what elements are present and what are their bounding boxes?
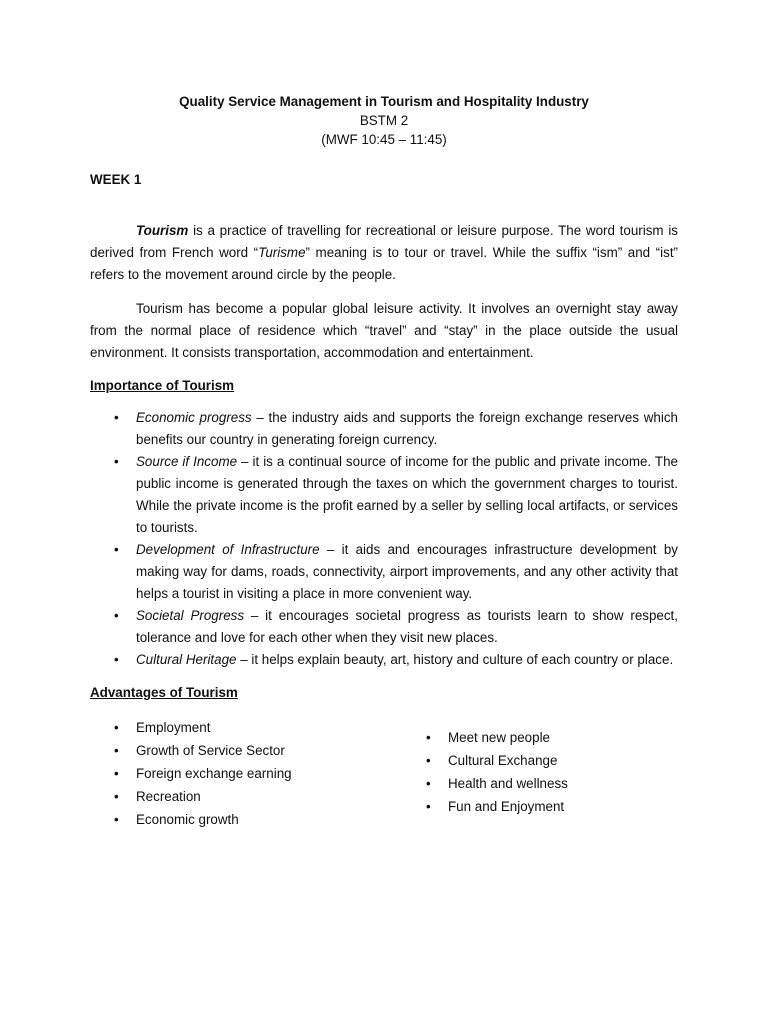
importance-heading: Importance of Tourism — [90, 378, 235, 393]
advantage-item-label: Foreign exchange earning — [136, 766, 292, 781]
advantage-item-label: Meet new people — [448, 730, 550, 745]
bullet-icon: • — [114, 720, 119, 735]
importance-item-text: – it aids and encourages infrastructure development by making way for dams, roads, connectivity, airport improvements, and any other activity that helps a tourist in visiting a place in more convenient way. — [136, 542, 678, 601]
advantage-item-label: Fun and Enjoyment — [448, 799, 565, 814]
bullet-icon: • — [114, 789, 119, 804]
week-heading: WEEK 1 — [90, 172, 142, 187]
bullet-icon: • — [426, 730, 431, 745]
advantage-item-label: Employment — [136, 720, 211, 735]
importance-item-term: Societal Progress — [136, 608, 245, 623]
importance-item — [90, 605, 678, 649]
turisme-word: Turisme — [258, 245, 306, 260]
bullet-icon: • — [114, 812, 119, 827]
bullet-icon: • — [114, 454, 119, 469]
importance-list — [90, 407, 678, 671]
intro-paragraph-2: Tourism has become a popular global leisure activity. It involves an overnight stay away from the normal place of residence which “travel” and “stay” in the place outside the usual environment. It consists transportation, accommodation and entertainment. — [90, 301, 678, 360]
intro-paragraph-1-text-a: is a practice of travelling for recreational or leisure purpose. The word tourism is derived from French word “ — [90, 223, 678, 260]
importance-item — [90, 407, 678, 451]
advantages-list-right — [402, 726, 568, 818]
bullet-icon: • — [114, 743, 119, 758]
advantage-item — [90, 762, 292, 785]
bullet-icon: • — [114, 542, 119, 557]
advantage-item-label: Recreation — [136, 789, 201, 804]
importance-item-term: Economic progress — [136, 410, 252, 425]
advantage-item — [90, 739, 292, 762]
advantage-item — [90, 785, 292, 808]
intro-paragraph-1 — [90, 220, 678, 286]
importance-item-text: – the industry aids and supports the foreign exchange reserves which benefits our country in generating foreign currency. — [136, 410, 678, 447]
advantage-item — [90, 808, 292, 831]
bullet-icon: • — [114, 766, 119, 781]
advantage-item — [90, 716, 292, 739]
importance-item-text: – it encourages societal progress as tourists learn to show respect, tolerance and love for each other when they visit new places. — [136, 608, 678, 645]
importance-item — [90, 539, 678, 605]
importance-item-term: Cultural Heritage — [136, 652, 237, 667]
class-schedule: (MWF 10:45 – 11:45) — [321, 132, 447, 147]
advantage-item-label: Growth of Service Sector — [136, 743, 285, 758]
document-page — [90, 92, 678, 836]
bullet-icon: • — [114, 410, 119, 425]
advantage-item — [402, 772, 568, 795]
bullet-icon: • — [426, 776, 431, 791]
advantage-item — [402, 726, 568, 749]
advantages-heading: Advantages of Tourism — [90, 685, 238, 700]
document-header — [90, 92, 678, 149]
intro-paragraph-1-text-b: ” meaning is to tour or travel. While the suffix “ism” and “ist” refers to the movement around circle by the people. — [90, 245, 678, 282]
importance-item-text: – it helps explain beauty, art, history and culture of each country or place. — [236, 652, 674, 667]
advantage-item-label: Health and wellness — [448, 776, 568, 791]
advantages-columns — [90, 716, 678, 836]
bullet-icon: • — [114, 608, 119, 623]
advantages-list-left — [90, 716, 292, 831]
advantage-item-label: Cultural Exchange — [448, 753, 558, 768]
importance-item-term: Source if Income — [136, 454, 238, 469]
tourism-term: Tourism — [136, 223, 189, 238]
document-title: Quality Service Management in Tourism and Hospitality Industry — [179, 94, 589, 109]
bullet-icon: • — [114, 652, 119, 667]
advantage-item — [402, 749, 568, 772]
bullet-icon: • — [426, 753, 431, 768]
advantage-item-label: Economic growth — [136, 812, 239, 827]
importance-item-text: – it is a continual source of income for the public and private income. The public income is generated through the taxes on which the government charges to tourist. While the private income is the profit earned by a seller by selling local artifacts, or services to tourists. — [136, 454, 678, 535]
course-code: BSTM 2 — [359, 113, 409, 128]
importance-item-term: Development of Infrastructure — [136, 542, 320, 557]
importance-item — [90, 649, 678, 671]
advantage-item — [402, 795, 568, 818]
bullet-icon: • — [426, 799, 431, 814]
importance-item — [90, 451, 678, 539]
